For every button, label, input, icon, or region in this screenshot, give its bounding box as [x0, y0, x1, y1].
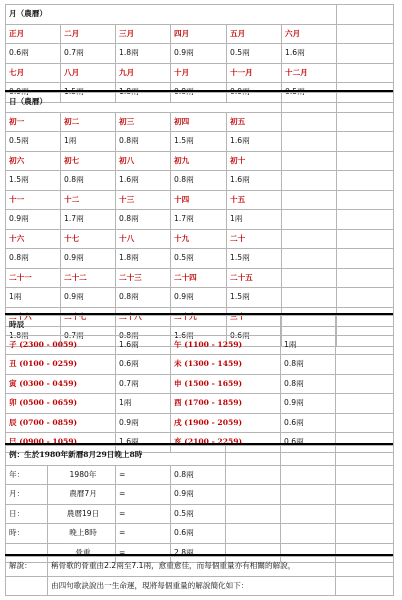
day-label: 十五: [227, 190, 282, 210]
hour-weight: 1.6兩: [116, 335, 171, 355]
month-weight: 1.5兩: [61, 83, 116, 103]
month-label: 九月: [116, 63, 171, 83]
example-row: [6, 524, 394, 544]
month-weight: 0.9兩: [227, 83, 282, 103]
day-label: 初十: [227, 151, 282, 171]
day-label: 初八: [116, 151, 171, 171]
day-label: 二十一: [6, 268, 61, 288]
day-weight: 0.9兩: [171, 288, 227, 308]
day-weight: 1兩: [61, 132, 116, 152]
day-weight: 1.8兩: [6, 327, 61, 347]
month-weight: 1.8兩: [116, 83, 171, 103]
day-weight: 0.5兩: [6, 132, 61, 152]
example-row: [6, 504, 394, 524]
day-weight: 0.8兩: [61, 171, 116, 191]
hour-label: 戌 (1900 - 2059): [171, 413, 281, 433]
example-row: [6, 465, 394, 485]
day-label: 十六: [6, 229, 61, 249]
day-weight: 0.9兩: [61, 288, 116, 308]
day-weight: 0.8兩: [171, 171, 227, 191]
day-label: 二十: [227, 229, 282, 249]
example-item: 骨重: [48, 543, 116, 563]
month-label: 七月: [6, 63, 61, 83]
day-table: [5, 92, 394, 347]
example-item: 晚上8時: [48, 524, 116, 544]
hour-weight: 0.9兩: [116, 413, 171, 433]
example-equals: =: [116, 504, 171, 524]
hour-label: 亥 (2100 - 2259): [171, 433, 281, 453]
month-name-row: [6, 24, 394, 44]
example-equals: =: [116, 465, 171, 485]
day-label: 十三: [116, 190, 171, 210]
day-label: 初九: [171, 151, 227, 171]
day-label: 十八: [116, 229, 171, 249]
example-label: 日：: [6, 504, 48, 524]
day-weight: 1兩: [6, 288, 61, 308]
day-label: 二十七: [61, 307, 116, 327]
day-weight: 1.5兩: [171, 132, 227, 152]
month-label: 八月: [61, 63, 116, 83]
example-label: 月：: [6, 485, 48, 505]
day-weight: 0.9兩: [6, 210, 61, 230]
hour-label: 丑 (0100 - 0259): [6, 355, 116, 375]
day-weight: 1.6兩: [227, 132, 282, 152]
day-label: 二十四: [171, 268, 227, 288]
day-weight: 1兩: [227, 210, 282, 230]
day-weight: 1.5兩: [227, 288, 282, 308]
day-weight: 0.9兩: [61, 249, 116, 269]
month-label: 四月: [171, 24, 227, 44]
explain-table: [5, 556, 394, 596]
month-table: [5, 4, 394, 103]
example-value: 2.8兩: [171, 543, 226, 563]
example-item: 農曆7月: [48, 485, 116, 505]
day-label: 十七: [61, 229, 116, 249]
hour-table: [5, 315, 394, 453]
month-label: 十月: [171, 63, 227, 83]
example-equals: =: [116, 485, 171, 505]
day-label: 二十六: [6, 307, 61, 327]
hour-label: 寅 (0300 - 0459): [6, 374, 116, 394]
day-weight: 0.8兩: [6, 249, 61, 269]
day-label: 初四: [171, 112, 227, 132]
month-label: 二月: [61, 24, 116, 44]
day-label: 二十九: [171, 307, 227, 327]
month-weight: 0.7兩: [61, 44, 116, 64]
hour-section-title: 時辰: [6, 316, 116, 336]
hour-label: 未 (1300 - 1459): [171, 355, 281, 375]
day-weight: 1.6兩: [171, 327, 227, 347]
day-label: 十一: [6, 190, 61, 210]
hour-label: 午 (1100 - 1259): [171, 335, 281, 355]
day-label: 初六: [6, 151, 61, 171]
day-weight: 1.6兩: [116, 171, 171, 191]
explain-line-1: 稱骨歌的骨重由2.2兩至7.1兩，愈重愈佳，而每個重量亦有相關的解說，: [48, 557, 336, 577]
hour-weight: 0.8兩: [281, 355, 336, 375]
explain-line-2: 由四句歌訣說出一生命運，現將每個重量的解說簡化如下：: [48, 576, 336, 596]
day-label: 初二: [61, 112, 116, 132]
month-label: 十二月: [282, 63, 337, 83]
day-weight: 1.6兩: [227, 171, 282, 191]
day-weight: 0.8兩: [116, 288, 171, 308]
day-label: 二十二: [61, 268, 116, 288]
day-weight: 0.5兩: [171, 249, 227, 269]
hour-weight: 0.7兩: [116, 374, 171, 394]
day-weight: 0.8兩: [116, 210, 171, 230]
day-label: 十四: [171, 190, 227, 210]
example-label: 時：: [6, 524, 48, 544]
day-weight: 0.6兩: [227, 327, 282, 347]
hour-label: 巳 (0900 - 1059): [6, 433, 116, 453]
hour-weight: 1兩: [116, 394, 171, 414]
explain-label: 解說：: [6, 557, 48, 577]
example-equals: =: [116, 524, 171, 544]
month-label: 五月: [227, 24, 282, 44]
day-weight: 1.5兩: [6, 171, 61, 191]
month-weight: 1.6兩: [282, 44, 337, 64]
day-weight: 0.8兩: [116, 327, 171, 347]
month-weight: 0.5兩: [227, 44, 282, 64]
hour-label: 申 (1500 - 1659): [171, 374, 281, 394]
month-weight: 0.6兩: [6, 44, 61, 64]
example-section-title: 例：生於1980年新曆8月29日晚上8時: [6, 446, 226, 466]
day-label: 初三: [116, 112, 171, 132]
month-weight: 0.9兩: [6, 83, 61, 103]
example-value: 0.8兩: [171, 465, 226, 485]
example-table: [5, 445, 394, 563]
day-section-title: 日（農曆）: [6, 93, 282, 113]
day-label: 二十八: [116, 307, 171, 327]
example-row: [6, 485, 394, 505]
hour-label: 子 (2300 - 0059): [6, 335, 116, 355]
month-label: 正月: [6, 24, 61, 44]
hour-weight: 1.6兩: [116, 433, 171, 453]
example-value: 0.9兩: [171, 485, 226, 505]
day-weight: 0.8兩: [116, 132, 171, 152]
day-label: 初七: [61, 151, 116, 171]
month-label: 三月: [116, 24, 171, 44]
day-weight: 0.7兩: [61, 327, 116, 347]
day-label: 初五: [227, 112, 282, 132]
hour-label: 酉 (1700 - 1859): [171, 394, 281, 414]
month-weight: 0.8兩: [171, 83, 227, 103]
hour-label: 辰 (0700 - 0859): [6, 413, 116, 433]
example-label: 年：: [6, 465, 48, 485]
month-weight: 0.5兩: [282, 83, 337, 103]
example-value: 0.5兩: [171, 504, 226, 524]
month-label: 六月: [282, 24, 337, 44]
month-weight-row: [6, 44, 394, 64]
hour-weight: 0.6兩: [281, 433, 336, 453]
example-item: 1980年: [48, 465, 116, 485]
day-label: 十九: [171, 229, 227, 249]
example-value: 0.6兩: [171, 524, 226, 544]
month-weight: 0.9兩: [171, 44, 227, 64]
day-weight: 1.7兩: [171, 210, 227, 230]
month-name-row: [6, 63, 394, 83]
month-label: 十一月: [227, 63, 282, 83]
hour-label: 卯 (0500 - 0659): [6, 394, 116, 414]
day-label: 二十五: [227, 268, 282, 288]
day-weight: 1.5兩: [227, 249, 282, 269]
day-label: 初一: [6, 112, 61, 132]
day-weight: 1.8兩: [116, 249, 171, 269]
day-label: 三十: [227, 307, 282, 327]
hour-weight: 0.9兩: [281, 394, 336, 414]
example-equals: =: [116, 543, 171, 563]
hour-weight: 1兩: [281, 335, 336, 355]
month-section-title: 月（農曆）: [6, 5, 337, 25]
day-label: 十二: [61, 190, 116, 210]
month-weight: 1.8兩: [116, 44, 171, 64]
day-weight: 1.7兩: [61, 210, 116, 230]
hour-weight: 0.6兩: [116, 355, 171, 375]
example-item: 農曆19日: [48, 504, 116, 524]
hour-weight: 0.8兩: [281, 374, 336, 394]
hour-weight: 0.6兩: [281, 413, 336, 433]
day-label: 二十三: [116, 268, 171, 288]
